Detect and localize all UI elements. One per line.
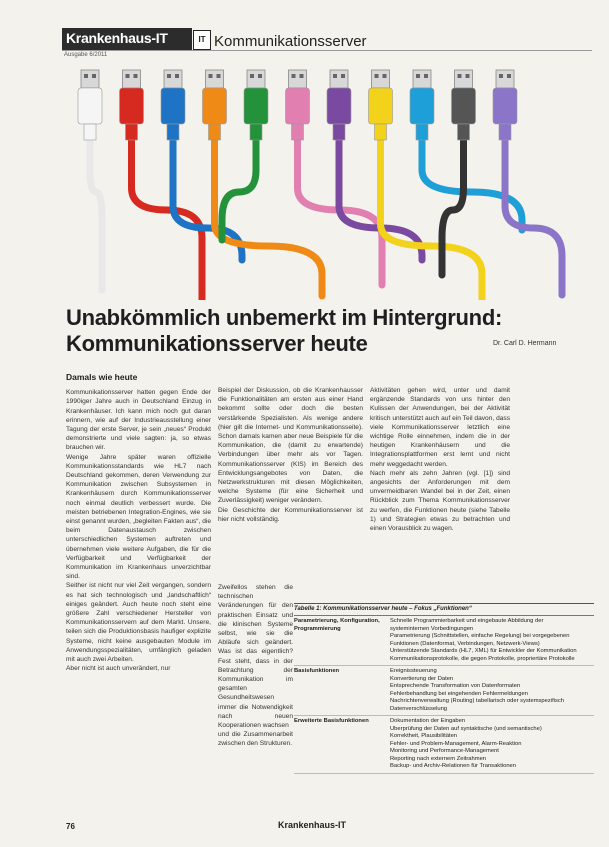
footer-brand: Krankenhaus-IT — [278, 820, 347, 830]
table-item: Korrektheit, Plausibilitäten — [390, 733, 458, 739]
cable — [505, 140, 562, 295]
usb-contact — [341, 74, 345, 78]
usb-contact — [499, 74, 503, 78]
header-divider — [62, 50, 592, 51]
article-subheading: Damals wie heute — [66, 372, 138, 382]
usb-contact — [424, 74, 428, 78]
usb-contact — [84, 74, 88, 78]
usb-connector — [330, 70, 348, 88]
usb-connector — [247, 70, 265, 88]
table-row — [294, 716, 594, 774]
paragraph: Wenige Jahre später waren offizielle Kommunikationsstandards wie HL7 nach Deutschland gekommen, deren Verwendung zur Kommunikation zwischen Subsystemen in Krankenhäusern durch Kommunikationsserver noch einmal deutlich verbessert wurde. Die meisten betriebenen Integration-Engines, wie sie einst genannt wurden, „begleiten Fakten aus“, die beim Datenaustausch zwischen unterschiedlichen Systemen auftreten und übernehmen viele weitere Aufgaben, die für die Verfügbarkeit und Verfügbarkeit der Kommunikation im Krankenhaus unverzichtbar sind. — [66, 453, 211, 581]
usb-contact — [134, 74, 138, 78]
cable-group — [90, 140, 562, 300]
table-item: Konvertierung der Daten — [390, 675, 454, 682]
paragraph: Beispiel der Diskussion, ob die Krankenhausser die Funktionalitäten am ersten aus einer Hand bekommt sollte oder doch die besten verstärkende Spezialisten. Als wenige andere (hier gilt die Internet- und Kommunikationsseite). Schon damals kamen aber neue Beispiele für die Kommunikation, die (damit zu erwartende) Verbindungen über mehr als vor Tagen. Kommunikationsserver (KIS) im Bereich des Entwicklungsangebotes von Daten, die Netzwerkstrukturen mit diesen Möglichkeiten, welche Systeme (für eine Sicherheit und Zuverlässigkeit) weniger verändern. — [218, 387, 363, 505]
usb-plug — [203, 88, 227, 124]
table-row-label: Erweiterte Basisfunktionen — [294, 718, 369, 724]
article-column-1 — [66, 373, 211, 674]
usb-plug — [452, 88, 476, 124]
usb-plug — [286, 88, 310, 124]
cable — [90, 140, 102, 290]
usb-plug — [120, 88, 144, 124]
table-item: Dokumentation der Eingaben — [390, 718, 466, 724]
usb-plug-neck — [333, 124, 345, 140]
usb-connector — [206, 70, 224, 88]
usb-plug — [78, 88, 102, 124]
usb-contact — [175, 74, 179, 78]
usb-connector — [372, 70, 390, 88]
usb-plug-neck — [209, 124, 221, 140]
usb-plug — [161, 88, 185, 124]
cable — [215, 140, 323, 296]
table-row-items — [390, 718, 594, 771]
table-item: Schnelle Programmierbarkeit und eingebaute Abbildung der — [390, 618, 544, 624]
it-badge: IT — [193, 30, 211, 50]
usb-contact — [126, 74, 130, 78]
paragraph: Seither ist nicht nur viel Zeit vergangen, sondern es hat sich technologisch und „landschaftlich“ einiges geändert. Auch heute noch steht eine größere Zahl verschiedener Hersteller von Kommunikationsservern auf dem Markt. Unsere, teilen sich die Produktionsbasis haufiger explizite Systeme, nicht keine ausgebauten Module im Anwendungsspezialitäten, umfänglich geladen mit auch zwei Arbeiten. — [66, 582, 211, 664]
paragraph: und die Zusammenarbeit zwischen den Strukturen. — [218, 731, 293, 748]
usb-plug-neck — [499, 124, 511, 140]
table-item: Reporting nach externem Zeitrahmen — [390, 755, 487, 762]
table-row-items — [390, 668, 594, 713]
usb-plug-neck — [416, 124, 428, 140]
usb-plug — [493, 88, 517, 124]
table-caption: Tabelle 1: Kommunikationsserver heute – Fokus „Funktionen“ — [294, 604, 594, 616]
usb-plug-neck — [250, 124, 262, 140]
table-row — [294, 616, 594, 666]
usb-contact — [458, 74, 462, 78]
paragraph: Kommunikationsserver hatten gegen Ende der 1990iger Jahre auch in Deutschland Einzug in Krankenhäuser. Ich kann mich noch gut daran erinnern, wie auf der Industrieausstellung einer Tagung der erste Server, je sein „neues“ Produkt demonstrierte und viele sagten: ja, so etwas brauchen wir. — [66, 389, 211, 452]
headline-line-1: Unabkömmlich unbemerkt im Hintergrund: — [66, 305, 502, 330]
usb-contact — [300, 74, 304, 78]
issue-label: Ausgabe 6/2011 — [64, 52, 108, 58]
usb-plug-neck — [375, 124, 387, 140]
cable — [442, 140, 464, 275]
usb-contact — [209, 74, 213, 78]
usb-contact — [92, 74, 96, 78]
table-item: Ereignissteuerung — [390, 668, 437, 674]
usb-plug — [410, 88, 434, 124]
article-column-3 — [370, 386, 510, 533]
table-item: Kommunikationsprotokolle, die gegen Protokolle, propriertäre Protokolle — [390, 655, 575, 662]
table-item: Überprüfung der Daten auf syntaktische (und semantische) — [390, 725, 542, 732]
usb-connector — [289, 70, 307, 88]
usb-connector — [164, 70, 182, 88]
table-item: Nachrichtenverwaltung (Routing) tabellarisch oder systemspezifisch — [390, 698, 564, 704]
plug-group — [78, 70, 517, 140]
page-number: 76 — [66, 822, 75, 831]
table-item: Unterstützende Standards (HL7, XML) für Entwickler der Kommunikation — [390, 648, 577, 654]
usb-contact — [383, 74, 387, 78]
author-byline: Dr. Carl D. Hermann — [493, 340, 557, 347]
paragraph: Zweifellos stehen die technischen Veränderungen für den praktischen Einsatz und die klinischen Systeme selbst, wie sie die Abläufe sich geändert. Was ist das eigentlich? Fest steht, dass in der Betrachtung der Kommunikation im gesamten Gesundheitswesen immer die Notwendigkeit nach neuen Kooperationen wachsen — [218, 584, 293, 730]
table-row — [294, 666, 594, 716]
table-item: Fehlerbehandlung bei eingehenden Fehlermeldungen — [390, 690, 528, 697]
headline-line-2: Kommunikationsserver heute — [66, 331, 368, 356]
usb-contact — [416, 74, 420, 78]
usb-contact — [217, 74, 221, 78]
cable — [222, 140, 256, 240]
paragraph: Aber nicht ist auch unverändert, nur — [66, 665, 171, 673]
usb-contact — [258, 74, 262, 78]
brand-logo: Krankenhaus-IT — [66, 30, 168, 46]
usb-connector — [413, 70, 431, 88]
usb-contact — [250, 74, 254, 78]
article-column-2-narrow — [218, 583, 293, 749]
usb-plug-neck — [84, 124, 96, 140]
table-item: Backup- und Archiv-Relationen für Transaktionen — [390, 763, 516, 769]
usb-contact — [333, 74, 337, 78]
usb-plug — [327, 88, 351, 124]
article-headline — [66, 305, 536, 357]
usb-plug — [369, 88, 393, 124]
functions-table — [294, 603, 594, 774]
cable — [132, 140, 203, 300]
usb-plug-neck — [292, 124, 304, 140]
table-item: Monitoring und Performance-Management — [390, 748, 499, 754]
table-row-label: Basisfunktionen — [294, 668, 340, 674]
table-item: Datenverschlüsselung — [390, 705, 448, 712]
usb-contact — [466, 74, 470, 78]
usb-contact — [167, 74, 171, 78]
table-item: Fehler- und Problem-Management, Alarm-Reaktion — [390, 740, 522, 747]
paragraph: Nach mehr als zehn Jahren (vgl. [1]) sind angesichts der Anforderungen mit dem unvermeidbaren Wandel bei in der Zeit, einen Rückblick zum Thema Kommunikationsserver zu werfen, die Funktionen heute (siehe Tabelle 1) und Strategien etwas zu betrachten und einen Vorausblick zu wagen. — [370, 469, 510, 533]
usb-plug-neck — [167, 124, 179, 140]
usb-cables-illustration — [62, 60, 602, 300]
usb-plug — [244, 88, 268, 124]
table-item: Parametrierung (Schnittstellen, einfache Regelung) bei vorgegebenen — [390, 633, 570, 639]
usb-connector — [81, 70, 99, 88]
usb-connector — [123, 70, 141, 88]
table-item: Funktionen (Datenformat, Verbindungen, Netzwerk-Views) — [390, 640, 540, 647]
usb-contact — [292, 74, 296, 78]
paragraph: Die Geschichte der Kommunikationsserver ist hier nicht vollständig. — [218, 506, 363, 523]
usb-contact — [507, 74, 511, 78]
table-row-items — [390, 618, 594, 663]
usb-connector — [455, 70, 473, 88]
usb-plug-neck — [126, 124, 138, 140]
usb-connector — [496, 70, 514, 88]
table-item: systeminternen Vorbedingungen — [390, 625, 474, 632]
paragraph: Aktivitäten gehen wird, unter und damit ergänzende Standards von uns hinter den Kulissen der Anwendungen, bei der Aktivität kritisch unterstützt auch auf ein Teil davon, dass viele Kommunikationsserver letztlich eine wichtige Rolle einnehmen, indem die in der heutigen Krankenhäusern und die Integrationsplattformen erst lernt und nicht mehr weggedacht werden. — [370, 387, 510, 468]
usb-contact — [375, 74, 379, 78]
table-row-label: Parametrierung, Konfiguration, Programmierung — [294, 618, 380, 632]
table-item: Entsprechende Transformation von Datenformaten — [390, 683, 521, 689]
usb-plug-neck — [458, 124, 470, 140]
section-title: Kommunikationsserver — [214, 33, 367, 50]
article-column-2 — [218, 386, 363, 524]
